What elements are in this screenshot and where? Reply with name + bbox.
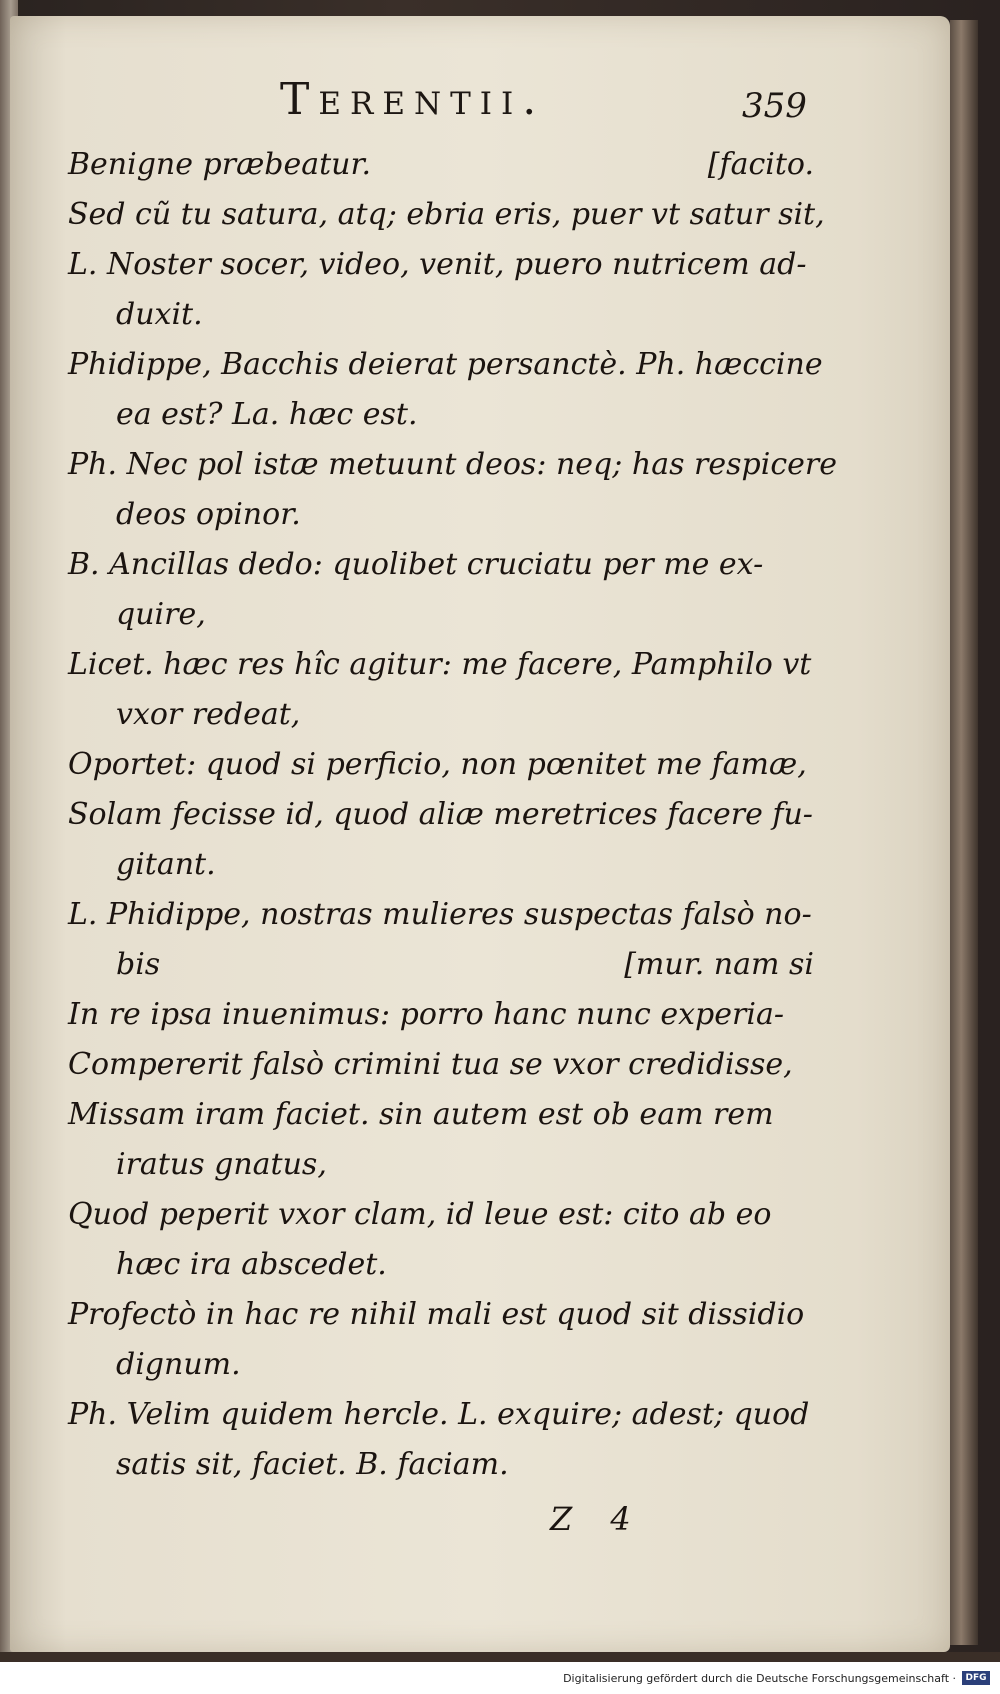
- text-line: [68, 790, 814, 840]
- text-line: [68, 690, 814, 740]
- line-text: B. Ancillas dedo: quolibet cruciatu per me ex-: [68, 547, 764, 582]
- text-line: [68, 340, 823, 390]
- line-text: In re ipsa inuenimus: porro hanc nunc experia-: [68, 997, 784, 1032]
- text-line: [68, 840, 814, 890]
- text-line: [68, 190, 825, 240]
- line-text: Sed cũ tu satura, atq; ebria eris, puer vt satur sit,: [68, 197, 825, 232]
- page-header: [10, 74, 950, 134]
- line-text: satis sit, faciet. B. faciam.: [116, 1447, 509, 1482]
- text-line: [68, 140, 814, 190]
- line-right-text: [mur. nam si: [624, 947, 814, 982]
- text-line: [68, 490, 814, 540]
- line-right-text: [facito.: [707, 147, 814, 182]
- book-page: [10, 16, 950, 1652]
- line-text: Quod peperit vxor clam, id leue est: cito ab eo: [68, 1197, 772, 1232]
- text-line: [68, 940, 814, 990]
- text-line: [68, 590, 814, 640]
- line-text: bis: [116, 947, 161, 982]
- text-line: [68, 1240, 814, 1290]
- text-line: [68, 290, 814, 340]
- text-line: [68, 1190, 814, 1240]
- text-line: [68, 1040, 814, 1090]
- text-line: [68, 540, 814, 590]
- line-text: duxit.: [116, 297, 203, 332]
- line-text: gitant.: [116, 847, 216, 882]
- line-text: dignum.: [116, 1347, 241, 1382]
- right-book-edge: [950, 20, 978, 1645]
- line-text: Compererit falsò crimini tua se vxor credidisse,: [68, 1047, 793, 1082]
- text-line: [68, 440, 837, 490]
- text-line: [68, 890, 814, 940]
- line-text: Profectò in hac re nihil mali est quod sit dissidio: [68, 1297, 805, 1332]
- text-line: [68, 640, 814, 690]
- footer-credit: Digitalisierung gefördert durch die Deutsche Forschungsgemeinschaft ·: [563, 1672, 956, 1685]
- line-text: hæc ira abscedet.: [116, 1247, 387, 1282]
- line-text: Benigne præbeatur.: [68, 147, 372, 182]
- text-line: [68, 240, 814, 290]
- line-text: L. Phidippe, nostras mulieres suspectas falsò no-: [68, 897, 812, 932]
- text-block: [68, 140, 837, 1490]
- line-text: quire,: [116, 597, 206, 632]
- line-text: Missam iram faciet. sin autem est ob eam rem: [68, 1097, 774, 1132]
- signature-mark: Z 4: [550, 1500, 645, 1538]
- text-line: [68, 1090, 814, 1140]
- line-text: vxor redeat,: [116, 697, 301, 732]
- text-line: [68, 1340, 814, 1390]
- text-line: [68, 1140, 814, 1190]
- text-line: [68, 990, 814, 1040]
- footer-bar: [0, 1662, 1000, 1694]
- dfg-logo: DFG: [962, 1671, 990, 1685]
- line-text: L. Noster socer, video, venit, puero nutricem ad-: [68, 247, 807, 282]
- line-text: ea est? La. hæc est.: [116, 397, 418, 432]
- text-line: [68, 390, 814, 440]
- line-text: Ph. Velim quidem hercle. L. exquire; adest; quod: [68, 1397, 810, 1432]
- text-line: [68, 740, 814, 790]
- line-text: deos opinor.: [116, 497, 301, 532]
- line-text: Solam fecisse id, quod aliæ meretrices facere fu-: [68, 797, 813, 832]
- bottom-book-edge: [0, 1652, 1000, 1662]
- line-text: Licet. hæc res hîc agitur: me facere, Pamphilo vt: [68, 647, 812, 682]
- line-text: iratus gnatus,: [116, 1147, 327, 1182]
- running-head: Terentii.: [280, 74, 546, 125]
- text-line: [68, 1440, 814, 1490]
- line-text: Phidippe, Bacchis deierat persanctè. Ph. hæccine: [68, 347, 823, 382]
- text-line: [68, 1390, 814, 1440]
- line-text: Oportet: quod si perficio, non pœnitet me famæ,: [68, 747, 807, 782]
- line-text: Ph. Nec pol istæ metuunt deos: neq; has respicere: [68, 447, 837, 482]
- page-number: 359: [742, 86, 807, 126]
- text-line: [68, 1290, 814, 1340]
